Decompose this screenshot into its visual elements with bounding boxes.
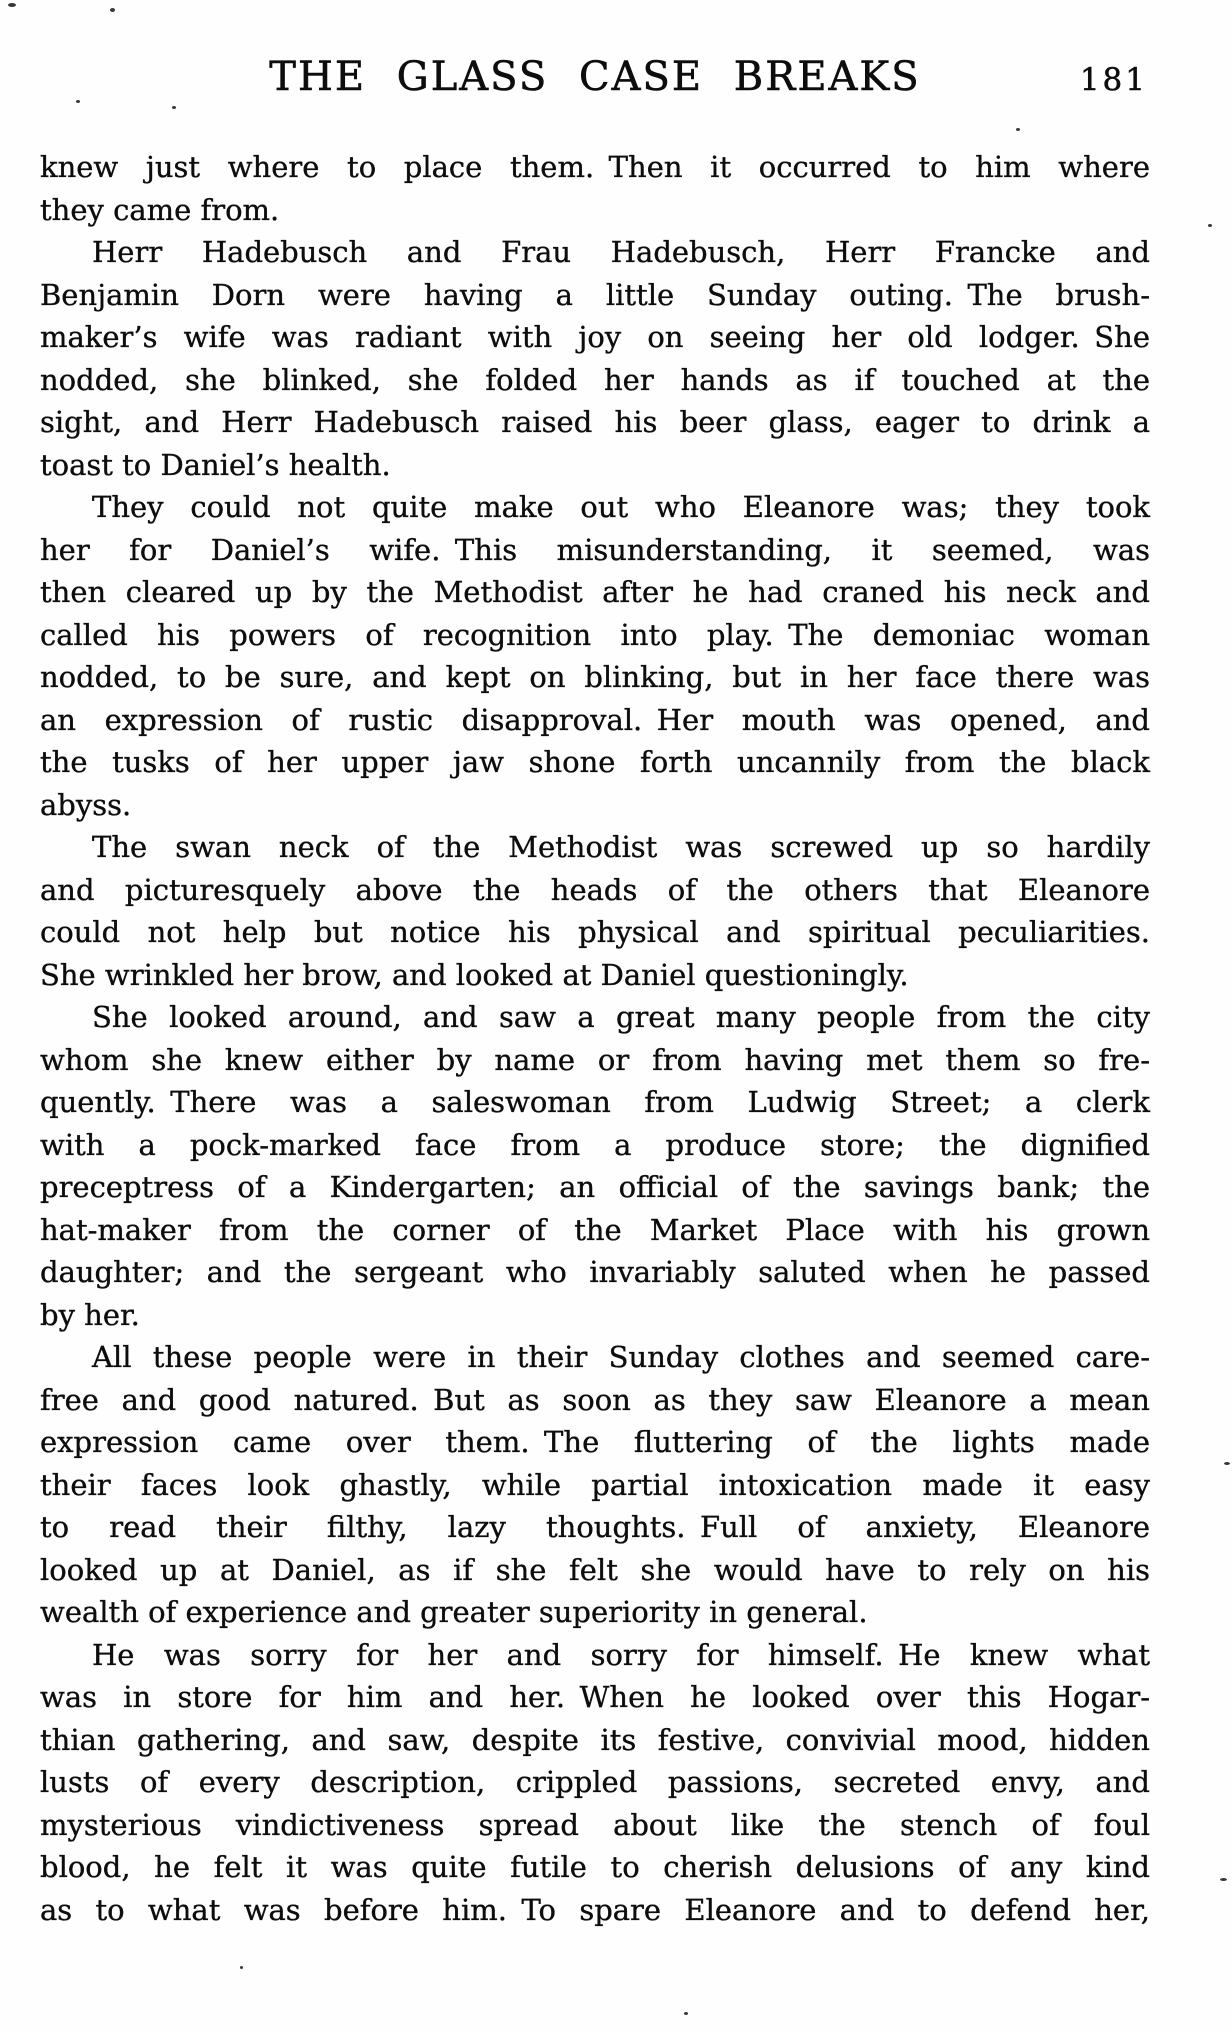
text-line: knew just where to place them. Then it occurred to him where [40, 150, 1150, 184]
text-line: She wrinkled her brow, and looked at Daniel questioningly. [40, 957, 909, 992]
text-line: then cleared up by the Methodist after he had craned his neck and [40, 575, 1150, 609]
body-text [40, 146, 1150, 1931]
text-line: to read their filthy, lazy thoughts. Full of anxiety, Eleanore [40, 1510, 1150, 1544]
text-line: could not help but notice his physical and spiritual peculiarities. [40, 915, 1150, 949]
text-line: They could not quite make out who Eleanore was; they took [92, 490, 1150, 524]
text-line: lusts of every description, crippled passions, secreted envy, and [40, 1765, 1150, 1799]
text-line: and picturesquely above the heads of the others that Eleanore [40, 872, 1150, 907]
text-line: whom she knew either by name or from having met them so fre- [40, 1042, 1150, 1077]
text-line: the tusks of her upper jaw shone forth uncannily from the black [40, 745, 1150, 779]
text-line: wealth of experience and greater superiority in general. [40, 1595, 868, 1629]
text-line: by her. [40, 1297, 140, 1332]
text-line: Benjamin Dorn were having a little Sunday outing. The brush- [40, 277, 1150, 312]
text-line: their faces look ghastly, while partial intoxication made it easy [40, 1467, 1150, 1502]
text-line: looked up at Daniel, as if she felt she would have to rely on his [40, 1552, 1150, 1587]
scan-speck [684, 2012, 688, 2015]
text-line: with a pock-marked face from a produce store; the dignified [40, 1127, 1150, 1162]
text-line: hat-maker from the corner of the Market Place with his grown [40, 1212, 1150, 1247]
text-line: was in store for him and her. When he looked over this Hogar- [40, 1680, 1150, 1714]
text-line: She looked around, and saw a great many people from the city [92, 1000, 1150, 1034]
scan-speck [172, 106, 176, 109]
text-line: quently. There was a saleswoman from Ludwig Street; a clerk [40, 1085, 1150, 1119]
text-line: nodded, to be sure, and kept on blinking, but in her face there was [40, 660, 1150, 694]
text-line: expression came over them. The fluttering of the lights made [40, 1425, 1150, 1459]
text-line: toast to Daniel’s health. [40, 447, 391, 482]
text-line: preceptress of a Kindergarten; an official of the savings bank; the [40, 1170, 1150, 1204]
scan-speck [240, 1966, 243, 1969]
scan-speck [76, 100, 80, 103]
text-line: they came from. [40, 192, 280, 227]
text-line: as to what was before him. To spare Eleanore and to defend her, [40, 1892, 1150, 1927]
text-line: her for Daniel’s wife. This misunderstanding, it seemed, was [40, 532, 1150, 567]
text-line: He was sorry for her and sorry for himself. He knew what [92, 1637, 1150, 1672]
running-title: THE GLASS CASE BREAKS [269, 54, 921, 100]
scan-speck [1220, 1878, 1227, 1881]
scan-speck [110, 8, 115, 12]
text-line: sight, and Herr Hadebusch raised his beer glass, eager to drink a [40, 405, 1150, 439]
page-number: 181 [1079, 62, 1148, 98]
text-line: mysterious vindictiveness spread about like the stench of foul [40, 1807, 1150, 1842]
scan-speck [1208, 224, 1212, 227]
text-column [40, 0, 1150, 2032]
scan-speck [1224, 1462, 1230, 1465]
scan-speck [8, 3, 16, 7]
text-line: abyss. [40, 787, 132, 822]
text-line: free and good natured. But as soon as they saw Eleanore a mean [40, 1382, 1150, 1417]
text-line: daughter; and the sergeant who invariably saluted when he passed [40, 1255, 1150, 1289]
text-line: called his powers of recognition into play. The demoniac woman [40, 617, 1150, 652]
text-line: Herr Hadebusch and Frau Hadebusch, Herr Francke and [92, 235, 1150, 269]
text-line: an expression of rustic disapproval. Her mouth was opened, and [40, 702, 1150, 737]
text-line: All these people were in their Sunday clothes and seemed care- [92, 1340, 1150, 1374]
text-line: thian gathering, and saw, despite its festive, convivial mood, hidden [40, 1722, 1150, 1757]
text-line: maker’s wife was radiant with joy on seeing her old lodger. She [40, 320, 1150, 354]
text-line: nodded, she blinked, she folded her hands as if touched at the [40, 362, 1150, 397]
scan-speck [1016, 128, 1020, 131]
text-line: blood, he felt it was quite futile to cherish delusions of any kind [40, 1850, 1150, 1884]
text-line: The swan neck of the Methodist was screwed up so hardily [92, 830, 1150, 864]
